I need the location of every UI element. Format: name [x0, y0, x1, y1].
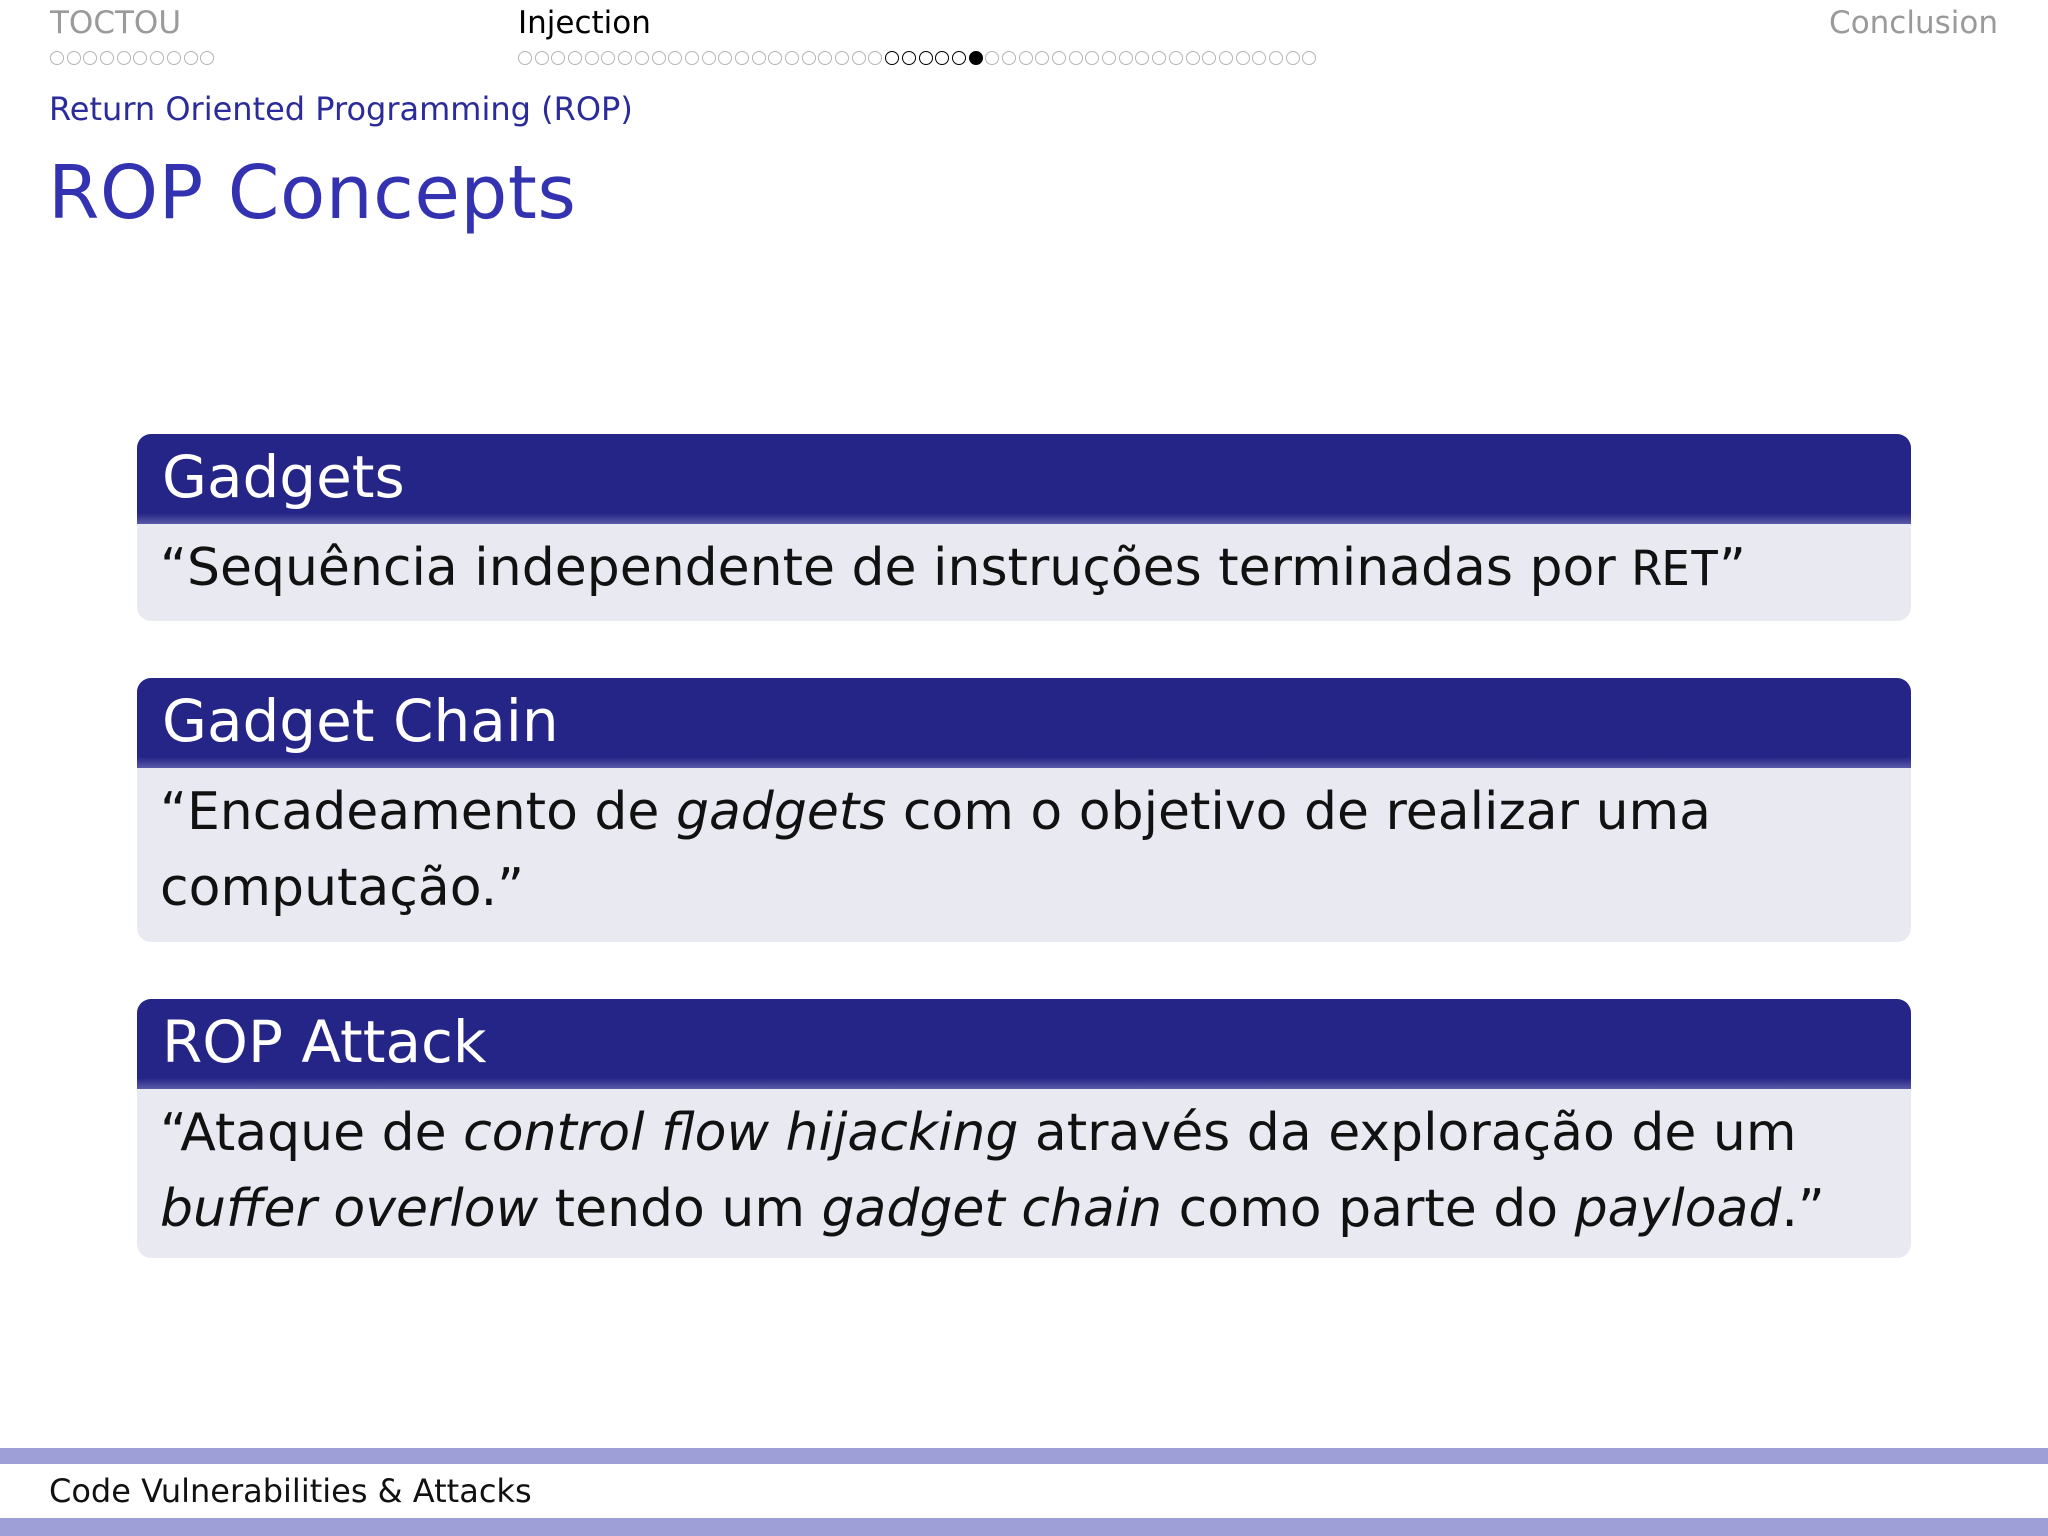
- nav-section-label[interactable]: Conclusion: [1829, 5, 1998, 41]
- nav-section-conclusion[interactable]: [1829, 4, 1998, 42]
- footer-bar-bottom: [0, 1518, 2048, 1536]
- nav-frame-dot[interactable]: [133, 51, 147, 65]
- nav-frame-dot[interactable]: [818, 51, 832, 65]
- block-body: [137, 768, 1911, 940]
- nav-section-label[interactable]: Injection: [518, 5, 651, 41]
- nav-frame-dot[interactable]: [885, 51, 899, 65]
- code-text: RET: [1632, 541, 1719, 597]
- body-text: através da exploração de um: [1018, 1103, 1797, 1163]
- nav-frame-dot[interactable]: [969, 51, 983, 65]
- nav-frame-dot[interactable]: [768, 51, 782, 65]
- emphasis-text: gadgets: [675, 782, 887, 842]
- block-body: [137, 1089, 1911, 1258]
- nav-frame-dot[interactable]: [184, 51, 198, 65]
- nav-frame-dot[interactable]: [635, 51, 649, 65]
- block-body: [137, 524, 1911, 621]
- emphasis-text: gadget chain: [821, 1179, 1163, 1239]
- definition-block-gadget-chain: [137, 678, 1911, 942]
- nav-frame-dot[interactable]: [568, 51, 582, 65]
- nav-frame-dot[interactable]: [685, 51, 699, 65]
- nav-section-injection[interactable]: [518, 4, 1319, 68]
- nav-frame-dot[interactable]: [902, 51, 916, 65]
- nav-frame-dot[interactable]: [100, 51, 114, 65]
- nav-dots: [50, 48, 217, 68]
- nav-frame-dot[interactable]: [1302, 51, 1316, 65]
- nav-frame-dot[interactable]: [551, 51, 565, 65]
- nav-frame-dot[interactable]: [935, 51, 949, 65]
- nav-frame-dot[interactable]: [868, 51, 882, 65]
- nav-frame-dot[interactable]: [535, 51, 549, 65]
- nav-frame-dot[interactable]: [83, 51, 97, 65]
- subsection-title: Return Oriented Programming (ROP): [49, 90, 633, 128]
- body-text: ”: [1718, 538, 1746, 598]
- body-text: “Sequência independente de instruções terminadas por: [160, 538, 1633, 598]
- nav-frame-dot[interactable]: [1119, 51, 1133, 65]
- nav-frame-dot[interactable]: [618, 51, 632, 65]
- nav-frame-dot[interactable]: [1169, 51, 1183, 65]
- nav-frame-dot[interactable]: [652, 51, 666, 65]
- nav-frame-dot[interactable]: [718, 51, 732, 65]
- nav-section-label[interactable]: TOCTOU: [50, 5, 182, 41]
- nav-frame-dot[interactable]: [1135, 51, 1149, 65]
- nav-frame-dot[interactable]: [1219, 51, 1233, 65]
- nav-dots: [518, 48, 1319, 68]
- nav-frame-dot[interactable]: [952, 51, 966, 65]
- block-title: Gadget Chain: [137, 678, 1911, 768]
- body-text: .”: [1781, 1179, 1825, 1239]
- emphasis-text: control flow hijacking: [463, 1103, 1019, 1163]
- footer-bar-top: [0, 1448, 2048, 1464]
- nav-frame-dot[interactable]: [585, 51, 599, 65]
- nav-frame-dot[interactable]: [150, 51, 164, 65]
- block-title: Gadgets: [137, 434, 1911, 524]
- footer-title: Code Vulnerabilities & Attacks: [49, 1472, 532, 1510]
- nav-frame-dot[interactable]: [1236, 51, 1250, 65]
- nav-frame-dot[interactable]: [1052, 51, 1066, 65]
- nav-frame-dot[interactable]: [50, 51, 64, 65]
- nav-frame-dot[interactable]: [117, 51, 131, 65]
- nav-frame-dot[interactable]: [785, 51, 799, 65]
- emphasis-text: buffer overlow: [160, 1179, 539, 1239]
- nav-frame-dot[interactable]: [702, 51, 716, 65]
- body-text: como parte do: [1162, 1179, 1575, 1239]
- nav-frame-dot[interactable]: [1152, 51, 1166, 65]
- nav-frame-dot[interactable]: [1252, 51, 1266, 65]
- definition-block-rop-attack: [137, 999, 1911, 1258]
- nav-frame-dot[interactable]: [752, 51, 766, 65]
- nav-frame-dot[interactable]: [1085, 51, 1099, 65]
- body-text: “Ataque de: [160, 1103, 464, 1163]
- nav-frame-dot[interactable]: [735, 51, 749, 65]
- nav-frame-dot[interactable]: [919, 51, 933, 65]
- nav-frame-dot[interactable]: [518, 51, 532, 65]
- nav-frame-dot[interactable]: [1286, 51, 1300, 65]
- definition-block-gadgets: [137, 434, 1911, 621]
- nav-frame-dot[interactable]: [1186, 51, 1200, 65]
- nav-frame-dot[interactable]: [1019, 51, 1033, 65]
- nav-frame-dot[interactable]: [802, 51, 816, 65]
- block-title: ROP Attack: [137, 999, 1911, 1089]
- nav-frame-dot[interactable]: [1069, 51, 1083, 65]
- page-title: ROP Concepts: [48, 150, 577, 236]
- body-text: tendo um: [538, 1179, 822, 1239]
- nav-frame-dot[interactable]: [67, 51, 81, 65]
- nav-frame-dot[interactable]: [601, 51, 615, 65]
- nav-frame-dot[interactable]: [985, 51, 999, 65]
- nav-frame-dot[interactable]: [852, 51, 866, 65]
- body-text: com o objetivo de realizar uma computação.”: [160, 782, 1712, 918]
- emphasis-text: payload: [1574, 1179, 1782, 1239]
- nav-frame-dot[interactable]: [668, 51, 682, 65]
- nav-frame-dot[interactable]: [200, 51, 214, 65]
- body-text: “Encadeamento de: [160, 782, 676, 842]
- nav-section-toctou[interactable]: [50, 4, 217, 68]
- nav-frame-dot[interactable]: [1269, 51, 1283, 65]
- nav-frame-dot[interactable]: [1102, 51, 1116, 65]
- nav-frame-dot[interactable]: [1035, 51, 1049, 65]
- nav-frame-dot[interactable]: [167, 51, 181, 65]
- nav-frame-dot[interactable]: [1202, 51, 1216, 65]
- nav-frame-dot[interactable]: [1002, 51, 1016, 65]
- nav-frame-dot[interactable]: [835, 51, 849, 65]
